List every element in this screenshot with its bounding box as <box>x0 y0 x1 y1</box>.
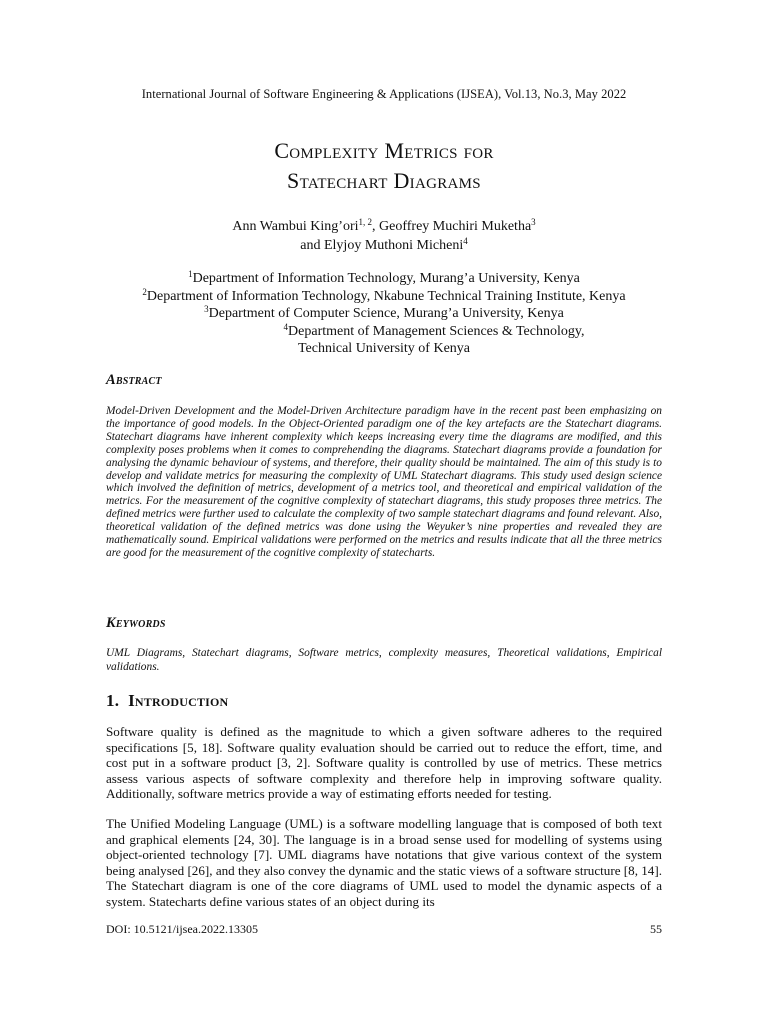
section-title: Introduction <box>128 691 229 710</box>
author-line-2 <box>0 236 768 255</box>
author-list <box>0 217 768 255</box>
journal-header: International Journal of Software Engineering & Applications (IJSEA), Vol.13, No.3, May 2022 <box>141 87 627 101</box>
doi-text: DOI: 10.5121/ijsea.2022.13305 <box>106 922 258 936</box>
affiliation-1: $^1$Department of Information Technology, Murang’a University, Kenya <box>188 269 580 286</box>
author-1-name: Ann Wambui King’ori <box>232 219 359 234</box>
author-line-1 <box>0 217 768 236</box>
affiliation-4: $^4$Department of Management Sciences & Technology, <box>283 321 585 339</box>
abstract-text: Model-Driven Development and the Model-Driven Architecture paradigm have in the recent past been emphasizing on the importance of good models. In the Object-Oriented paradigm one of the key artefacts are the Statechart diagrams. Statechart diagrams have inherent complexity which keeps increasing every time the diagrams are modified, and this complexity poses problems when it comes to comprehending the diagrams. Statechart diagrams provide a foundation for analysing the dynamic behaviour of systems, and therefore, their quality should be maintained. The aim of this study is to develop and validate metrics for measuring the complexity of UML Statechart diagrams. This study used design science which involved the definition of metrics, development of a metrics tool, and theoretical and empirical validation of the metrics. For the measurement of the cognitive complexity of statechart diagrams, this study proposes three metrics. The defined metrics were further used to calculate the complexity of two sample statechart diagrams and found relevant. Also, theoretical validation of the defined metrics was done using the Weyuker’s nine properties and revealed they are mathematically sound. Empirical validations were performed on the metrics and results indicate that all the three metrics are good for the measurement of the cognitive complexity of statecharts. <box>106 405 662 559</box>
author-2-affiliation-mark: 3 <box>531 217 536 227</box>
title-line-1: Complexity Metrics for <box>274 138 494 163</box>
abstract-heading: Abstract <box>106 372 162 388</box>
keywords-text: UML Diagrams, Statechart diagrams, Software metrics, complexity measures, Theoretical validations, Empirical validations. <box>106 647 662 673</box>
keywords-heading: Keywords <box>106 615 166 631</box>
author-1-affiliation-mark: 1, 2 <box>358 217 373 227</box>
introduction-paragraph-2: The Unified Modeling Language (UML) is a software modelling language that is composed of both text and graphical elements [24, 30]. The language is in a broad sense used for modelling of systems using object-oriented technology [7]. UML diagrams have notations that give various context of the system being analysed [26], and they also convey the dynamic and the static views of a software structure [8, 14]. The Statechart diagram is one of the core diagrams of UML used to model the dynamic aspects of a system. Statecharts define various states of an object during its <box>106 816 662 909</box>
introduction-heading <box>106 691 228 711</box>
title-line-2: Statechart Diagrams <box>287 168 481 193</box>
affiliation-3: $^3$Department of Computer Science, Murang’a University, Kenya <box>204 304 564 321</box>
page-footer <box>106 922 662 937</box>
author-3-affiliation-mark: 4 <box>463 236 468 246</box>
author-3-name: and Elyjoy Muthoni Micheni <box>300 238 464 253</box>
affiliation-list <box>0 270 768 358</box>
affiliation-4-continued: Technical University of Kenya <box>297 341 470 356</box>
affiliation-2: $^2$Department of Information Technology, Nkabune Technical Training Institute, Kenya <box>142 286 626 304</box>
paper-title <box>0 136 768 196</box>
page-number: 55 <box>650 922 662 936</box>
introduction-paragraph-1: Software quality is defined as the magnitude to which a given software adheres to the required specifications [5, 18]. Software quality evaluation should be carried out to reduce the effort, time, and cost put in a software product [3, 2]. Software quality is controlled by use of metrics. These metrics assess various aspects of software complexity and therefore help in improving software quality. Additionally, software metrics provide a way of estimating efforts needed for testing. <box>106 724 662 802</box>
section-number: 1. <box>106 691 120 710</box>
author-2-name: , Geoffrey Muchiri Muketha <box>372 219 532 234</box>
